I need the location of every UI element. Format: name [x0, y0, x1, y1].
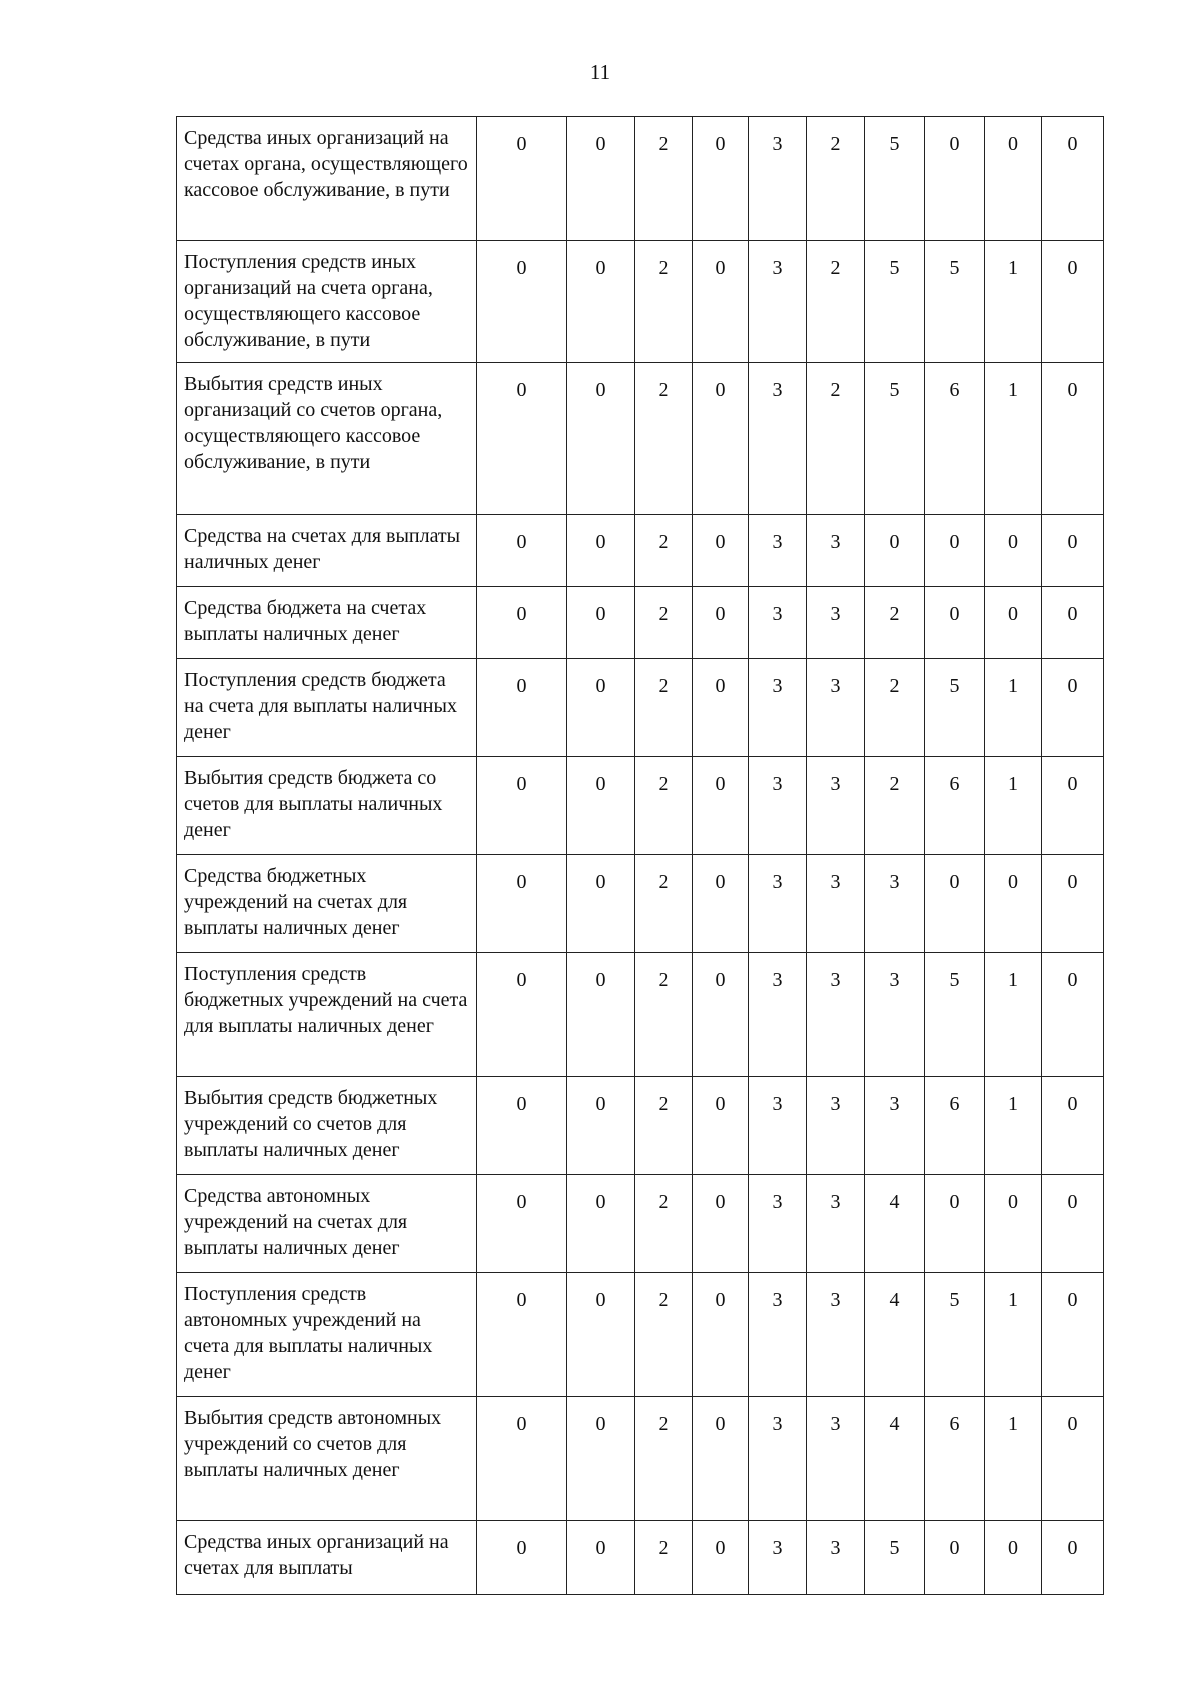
table-row: [177, 757, 1104, 855]
account-code-digit: 0: [477, 1521, 567, 1595]
account-code-digit: 0: [985, 1175, 1042, 1273]
account-description: Выбытия средств бюджета со счетов для выплаты наличных денег: [177, 757, 477, 855]
account-code-digit: 0: [477, 363, 567, 515]
account-code-digit: 2: [635, 363, 693, 515]
account-code-digit: 3: [807, 587, 865, 659]
account-code-digit: 1: [985, 953, 1042, 1077]
account-code-digit: 3: [749, 117, 807, 241]
account-code-digit: 0: [567, 241, 635, 363]
account-code-digit: 3: [749, 757, 807, 855]
account-description: Средства бюджета на счетах выплаты наличных денег: [177, 587, 477, 659]
account-code-digit: 0: [1042, 953, 1104, 1077]
table-row: [177, 1521, 1104, 1595]
account-code-digit: 3: [749, 587, 807, 659]
account-code-digit: 2: [635, 855, 693, 953]
account-code-digit: 3: [865, 953, 925, 1077]
account-code-digit: 0: [477, 953, 567, 1077]
account-code-digit: 2: [865, 757, 925, 855]
account-code-digit: 0: [985, 855, 1042, 953]
account-code-digit: 2: [635, 117, 693, 241]
account-description: Выбытия средств бюджетных учреждений со счетов для выплаты наличных денег: [177, 1077, 477, 1175]
account-code-digit: 0: [567, 659, 635, 757]
account-code-digit: 2: [635, 953, 693, 1077]
account-code-digit: 5: [865, 363, 925, 515]
account-code-digit: 3: [865, 855, 925, 953]
account-code-digit: 2: [635, 1397, 693, 1521]
account-code-digit: 2: [807, 363, 865, 515]
account-code-digit: 3: [807, 757, 865, 855]
account-code-digit: 3: [807, 1397, 865, 1521]
account-code-digit: 3: [749, 515, 807, 587]
account-code-digit: 2: [807, 117, 865, 241]
table-row: [177, 855, 1104, 953]
table-row: [177, 117, 1104, 241]
account-code-digit: 3: [807, 1521, 865, 1595]
account-code-table: [176, 116, 1104, 1595]
table-row: [177, 363, 1104, 515]
account-code-digit: 3: [807, 1077, 865, 1175]
account-code-digit: 0: [1042, 1273, 1104, 1397]
account-code-digit: 5: [925, 1273, 985, 1397]
account-description: Средства иных организаций на счетах для выплаты: [177, 1521, 477, 1595]
account-code-digit: 3: [749, 1521, 807, 1595]
account-code-digit: 0: [477, 587, 567, 659]
account-code-digit: 0: [925, 587, 985, 659]
account-code-digit: 1: [985, 1077, 1042, 1175]
account-code-digit: 0: [925, 515, 985, 587]
account-code-digit: 0: [477, 117, 567, 241]
account-code-digit: 3: [749, 1077, 807, 1175]
account-code-digit: 0: [693, 117, 749, 241]
account-code-digit: 3: [749, 1175, 807, 1273]
account-code-digit: 0: [567, 1175, 635, 1273]
account-code-digit: 0: [693, 659, 749, 757]
account-code-digit: 1: [985, 363, 1042, 515]
account-code-digit: 0: [567, 757, 635, 855]
account-code-digit: 0: [477, 1077, 567, 1175]
account-description: Средства иных организаций на счетах органа, осуществляющего кассовое обслуживание, в пути: [177, 117, 477, 241]
account-code-digit: 0: [477, 1175, 567, 1273]
account-description: Поступления средств иных организаций на счета органа, осуществляющего кассовое обслуживание, в пути: [177, 241, 477, 363]
table-row: [177, 953, 1104, 1077]
account-code-digit: 3: [807, 515, 865, 587]
account-code-digit: 0: [693, 241, 749, 363]
account-code-digit: 0: [1042, 1175, 1104, 1273]
account-code-digit: 5: [925, 953, 985, 1077]
account-code-digit: 0: [567, 515, 635, 587]
account-code-digit: 3: [749, 855, 807, 953]
account-code-digit: 2: [635, 1273, 693, 1397]
account-code-digit: 0: [1042, 1397, 1104, 1521]
account-code-digit: 1: [985, 1397, 1042, 1521]
account-code-digit: 2: [635, 1077, 693, 1175]
account-code-digit: 3: [749, 1397, 807, 1521]
account-code-digit: 0: [985, 1521, 1042, 1595]
account-code-digit: 1: [985, 757, 1042, 855]
account-code-digit: 0: [693, 1175, 749, 1273]
account-code-digit: 0: [1042, 587, 1104, 659]
account-description: Выбытия средств автономных учреждений со счетов для выплаты наличных денег: [177, 1397, 477, 1521]
account-code-digit: 0: [925, 117, 985, 241]
account-code-digit: 5: [925, 659, 985, 757]
account-code-digit: 0: [1042, 1077, 1104, 1175]
account-code-digit: 5: [865, 241, 925, 363]
account-code-digit: 0: [985, 587, 1042, 659]
account-code-digit: 0: [567, 855, 635, 953]
table-row: [177, 1273, 1104, 1397]
account-code-digit: 3: [749, 1273, 807, 1397]
account-description: Поступления средств бюджета на счета для выплаты наличных денег: [177, 659, 477, 757]
account-code-digit: 2: [865, 659, 925, 757]
account-code-digit: 1: [985, 1273, 1042, 1397]
account-code-digit: 0: [925, 855, 985, 953]
account-code-digit: 3: [807, 1273, 865, 1397]
table-row: [177, 1077, 1104, 1175]
table-row: [177, 1397, 1104, 1521]
account-description: Средства на счетах для выплаты наличных денег: [177, 515, 477, 587]
account-code-digit: 2: [635, 1175, 693, 1273]
account-code-digit: 0: [1042, 117, 1104, 241]
account-code-digit: 0: [477, 659, 567, 757]
account-code-digit: 0: [693, 363, 749, 515]
account-code-digit: 3: [807, 1175, 865, 1273]
account-code-digit: 0: [693, 587, 749, 659]
account-code-digit: 0: [925, 1175, 985, 1273]
account-code-digit: 4: [865, 1397, 925, 1521]
account-code-digit: 0: [1042, 363, 1104, 515]
account-code-digit: 2: [807, 241, 865, 363]
account-code-digit: 0: [693, 1077, 749, 1175]
account-code-digit: 0: [477, 757, 567, 855]
account-code-digit: 0: [567, 953, 635, 1077]
account-code-digit: 0: [925, 1521, 985, 1595]
account-code-digit: 0: [985, 117, 1042, 241]
account-code-digit: 0: [693, 855, 749, 953]
account-code-digit: 3: [865, 1077, 925, 1175]
account-code-digit: 1: [985, 659, 1042, 757]
account-code-digit: 0: [567, 1397, 635, 1521]
account-code-digit: 2: [635, 659, 693, 757]
account-code-digit: 6: [925, 363, 985, 515]
table-row: [177, 1175, 1104, 1273]
account-code-digit: 2: [635, 515, 693, 587]
account-code-digit: 2: [635, 587, 693, 659]
account-code-digit: 0: [1042, 515, 1104, 587]
account-code-digit: 0: [693, 1521, 749, 1595]
account-code-digit: 3: [749, 659, 807, 757]
account-code-digit: 0: [693, 953, 749, 1077]
account-description: Выбытия средств иных организаций со счетов органа, осуществляющего кассовое обслуживание, в пути: [177, 363, 477, 515]
account-code-digit: 0: [567, 1077, 635, 1175]
account-code-digit: 4: [865, 1175, 925, 1273]
account-code-digit: 6: [925, 1397, 985, 1521]
account-code-digit: 0: [567, 117, 635, 241]
account-code-digit: 1: [985, 241, 1042, 363]
account-code-digit: 6: [925, 757, 985, 855]
account-description: Средства автономных учреждений на счетах для выплаты наличных денег: [177, 1175, 477, 1273]
account-code-digit: 0: [1042, 659, 1104, 757]
account-code-digit: 0: [693, 515, 749, 587]
account-code-digit: 0: [985, 515, 1042, 587]
account-code-digit: 0: [693, 757, 749, 855]
table-row: [177, 515, 1104, 587]
account-code-digit: 2: [635, 241, 693, 363]
account-description: Средства бюджетных учреждений на счетах для выплаты наличных денег: [177, 855, 477, 953]
account-code-digit: 0: [477, 855, 567, 953]
account-code-digit: 0: [1042, 241, 1104, 363]
account-description: Поступления средств бюджетных учреждений на счета для выплаты наличных денег: [177, 953, 477, 1077]
account-code-digit: 2: [635, 1521, 693, 1595]
account-code-digit: 5: [925, 241, 985, 363]
account-code-digit: 0: [1042, 1521, 1104, 1595]
account-code-digit: 0: [567, 1273, 635, 1397]
account-code-digit: 3: [749, 953, 807, 1077]
account-code-digit: 0: [567, 587, 635, 659]
account-code-digit: 0: [1042, 855, 1104, 953]
account-code-digit: 0: [477, 515, 567, 587]
account-code-digit: 5: [865, 117, 925, 241]
account-code-digit: 0: [693, 1397, 749, 1521]
table-row: [177, 587, 1104, 659]
account-code-digit: 0: [693, 1273, 749, 1397]
page-number: 11: [589, 60, 611, 84]
table-row: [177, 241, 1104, 363]
account-code-digit: 5: [865, 1521, 925, 1595]
account-code-digit: 4: [865, 1273, 925, 1397]
account-code-digit: 2: [635, 757, 693, 855]
account-code-digit: 0: [477, 1397, 567, 1521]
account-code-digit: 2: [865, 587, 925, 659]
table-row: [177, 659, 1104, 757]
account-code-digit: 0: [567, 363, 635, 515]
account-code-digit: 0: [865, 515, 925, 587]
account-code-digit: 3: [807, 855, 865, 953]
table-body: [177, 117, 1104, 1595]
account-code-digit: 6: [925, 1077, 985, 1175]
account-code-digit: 3: [807, 953, 865, 1077]
account-code-digit: 0: [477, 241, 567, 363]
account-code-digit: 3: [749, 363, 807, 515]
account-code-digit: 0: [477, 1273, 567, 1397]
account-code-digit: 3: [749, 241, 807, 363]
account-code-digit: 3: [807, 659, 865, 757]
account-code-digit: 0: [567, 1521, 635, 1595]
account-description: Поступления средств автономных учреждений на счета для выплаты наличных денег: [177, 1273, 477, 1397]
account-code-digit: 0: [1042, 757, 1104, 855]
